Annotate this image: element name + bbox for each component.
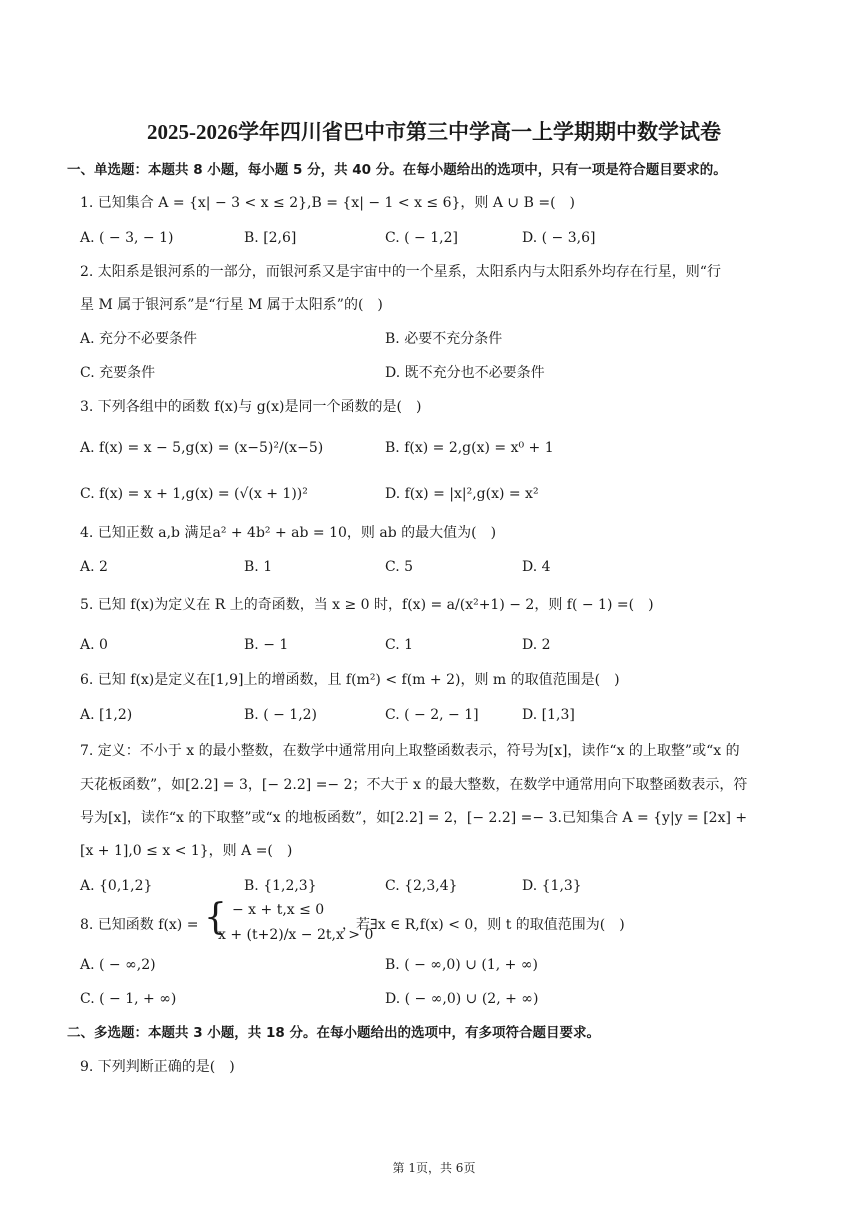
question-7-line-2: 天花板函数”，如[2.2] = 3，[− 2.2] =− 2；不大于 x 的最大整数，在数学中通常用向下取整函数表示，符: [80, 777, 748, 793]
question-4-text: 4. 已知正数 a,b 满足a² + 4b² + ab = 10，则 ab 的最大值为( ): [80, 525, 497, 541]
q5-option-b: B. − 1: [244, 637, 289, 653]
page-footer: 第 1页，共 6页: [392, 1161, 476, 1175]
q5-option-d: D. 2: [522, 637, 551, 653]
section-multi-choice-heading: 二、多选题：本题共 3 小题，共 18 分。在每小题给出的选项中，有多项符合题目要求。: [67, 1025, 600, 1041]
section-single-choice-heading: 一、单选题：本题共 8 小题，每小题 5 分，共 40 分。在每小题给出的选项中，只有一项是符合题目要求的。: [67, 162, 727, 178]
question-5-text: 5. 已知 f(x)为定义在 R 上的奇函数，当 x ≥ 0 时，f(x) = a/(x²+1) − 2，则 f( − 1) =( ): [80, 597, 654, 613]
q7-option-a: A. {0,1,2}: [80, 878, 153, 894]
q2-option-b: B. 必要不充分条件: [385, 331, 503, 347]
question-8-case-1: − x + t,x ≤ 0: [232, 902, 325, 918]
q6-option-d: D. [1,3]: [522, 707, 575, 723]
q4-option-b: B. 1: [244, 559, 273, 575]
q1-option-c: C. ( − 1,2]: [385, 230, 458, 246]
q1-option-a: A. ( − 3, − 1): [80, 230, 174, 246]
piecewise-brace-icon: {: [204, 897, 227, 938]
q8-option-b: B. ( − ∞,0) ∪ (1, + ∞): [385, 957, 538, 973]
q3-option-c: C. f(x) = x + 1,g(x) = (√(x + 1))²: [80, 486, 308, 502]
question-9-text: 9. 下列判断正确的是( ): [80, 1059, 235, 1075]
q5-option-a: A. 0: [80, 637, 108, 653]
question-7-line-3: 号为[x]，读作“x 的下取整”或“x 的地板函数”，如[2.2] = 2，[− 2.2] =− 3.已知集合 A = {y|y = [2x] +: [80, 810, 748, 826]
question-7-line-1: 7. 定义：不小于 x 的最小整数，在数学中通常用向上取整函数表示，符号为[x]，读作“x 的上取整”或“x 的: [80, 743, 740, 759]
q5-option-c: C. 1: [385, 637, 414, 653]
q8-option-d: D. ( − ∞,0) ∪ (2, + ∞): [385, 991, 539, 1007]
q6-option-c: C. ( − 2, − 1]: [385, 707, 479, 723]
q4-option-c: C. 5: [385, 559, 414, 575]
question-2-line-1: 2. 太阳系是银河系的一部分，而银河系又是宇宙中的一个星系，太阳系内与太阳系外均存在行星，则“行: [80, 264, 721, 280]
q8-option-c: C. ( − 1, + ∞): [80, 991, 177, 1007]
q3-option-d: D. f(x) = |x|²,g(x) = x²: [385, 486, 539, 502]
q2-option-c: C. 充要条件: [80, 365, 156, 381]
question-3-text: 3. 下列各组中的函数 f(x)与 g(x)是同一个函数的是( ): [80, 399, 422, 415]
q6-option-b: B. ( − 1,2): [244, 707, 318, 723]
question-7-line-4: [x + 1],0 ≤ x < 1}，则 A =( ): [80, 843, 293, 859]
q7-option-b: B. {1,2,3}: [244, 878, 317, 894]
q6-option-a: A. [1,2): [80, 707, 133, 723]
question-8-stem: 8. 已知函数 f(x) =: [80, 917, 199, 933]
question-8-case-2: x + (t+2)/x − 2t,x > 0: [218, 927, 374, 943]
q8-option-a: A. ( − ∞,2): [80, 957, 156, 973]
q2-option-a: A. 充分不必要条件: [80, 331, 198, 347]
q4-option-a: A. 2: [80, 559, 108, 575]
q1-option-b: B. [2,6]: [244, 230, 297, 246]
q3-option-a: A. f(x) = x − 5,g(x) = (x−5)²/(x−5): [80, 440, 324, 456]
question-1-text: 1. 已知集合 A = {x| − 3 < x ≤ 2},B = {x| − 1 < x ≤ 6}，则 A ∪ B =( ): [80, 195, 576, 211]
q1-option-d: D. ( − 3,6]: [522, 230, 596, 246]
question-8-tail: ，若∃x ∈ R,f(x) < 0，则 t 的取值范围为( ): [342, 917, 625, 933]
page-title: 2025-2026学年四川省巴中市第三中学高一上学期期中数学试卷: [147, 120, 721, 144]
q2-option-d: D. 既不充分也不必要条件: [385, 365, 545, 381]
question-6-text: 6. 已知 f(x)是定义在[1,9]上的增函数，且 f(m²) < f(m + 2)，则 m 的取值范围是( ): [80, 672, 620, 688]
q3-option-b: B. f(x) = 2,g(x) = x⁰ + 1: [385, 440, 554, 456]
question-2-line-2: 星 M 属于银河系”是“行星 M 属于太阳系”的( ): [80, 297, 383, 313]
q4-option-d: D. 4: [522, 559, 551, 575]
q7-option-c: C. {2,3,4}: [385, 878, 458, 894]
q7-option-d: D. {1,3}: [522, 878, 582, 894]
